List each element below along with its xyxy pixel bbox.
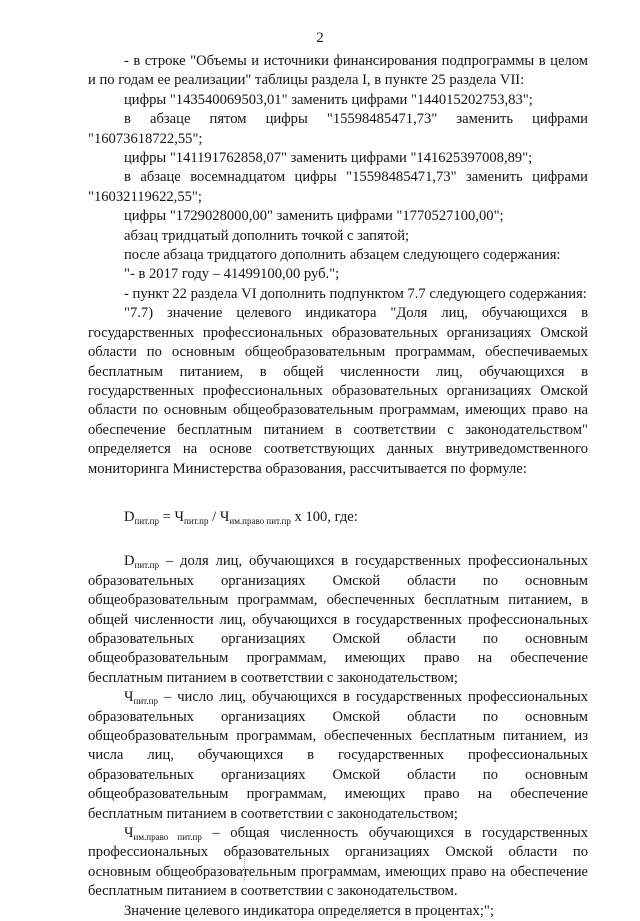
paragraph: цифры "141191762858,07" заменить цифрами "141625397008,89";: [124, 150, 533, 167]
formula-ch2: Ч: [219, 508, 230, 525]
definition: [88, 824, 588, 902]
page-number: 2: [316, 30, 324, 46]
definition-text: – число лиц, обучающихся в государственных профессиональных образовательных организациях Омской области по основным общеобразовательным программам, обеспеченных бесплатным питанием, из числа лиц, обучающихся в государственных профессиональных образовательных организациях Омской области по основным общеобразовательным программам, имеющих право на обеспечение бесплатным питанием в соответствии с законодательством;: [88, 689, 588, 822]
formula-eq: =: [159, 508, 175, 525]
formula-slash: /: [208, 508, 220, 525]
paragraph: абзац тридцатый дополнить точкой с запятой;: [124, 227, 410, 244]
paragraph: после абзаца тридцатого дополнить абзацем следующего содержания:: [124, 247, 561, 264]
paragraph: - пункт 22 раздела VI дополнить подпунктом 7.7 следующего содержания:: [124, 285, 587, 302]
paragraph: цифры "143540069503,01" заменить цифрами "144015202753,83";: [124, 91, 533, 108]
formula-ch2-sub: им.право пит.пр: [229, 515, 291, 526]
paragraph: "7.7) значение целевого индикатора "Доля лиц, обучающихся в государственных профессиональных образовательных организациях Омской области по основным общеобразовательным программам, обеспечиваемых бесплатным питанием, в общей численности лиц, обучающихся в государственных профессиональных образовательных организациях Омской области по основным общеобразовательным программам, имеющих право на обеспечение бесплатным питанием в соответствии с законодательством" определяется на основе соответствующих данных внутриведомственного мониторинга Министерства образования, рассчитывается по формуле:: [88, 305, 588, 477]
formula-d: D: [124, 508, 135, 525]
formula: [88, 508, 588, 527]
definition-subscript: пит.пр: [134, 560, 160, 571]
definition-subscript: им.право пит.пр: [133, 832, 202, 843]
paragraph: цифры "1729028000,00" заменить цифрами "1770527100,00";: [124, 208, 504, 225]
definition-text: – общая численность обучающихся в государственных профессиональных образовательных организациях Омской области по основным общеобразовательным программам, имеющих право на обеспечение бесплатным питанием в соответствии с законодательством.: [88, 825, 588, 900]
definition: [88, 552, 588, 688]
definition: [88, 688, 588, 824]
definition-text: – доля лиц, обучающихся в государственных профессиональных образовательных организациях Омской области по основным общеобразовательным программам, обеспеченных бесплатным питанием, в общей численности лиц, обучающихся в государственных профессиональных образовательных организациях Омской области по основным общеобразовательным программам, имеющих право на обеспечение бесплатным питанием в соответствии с законодательством;: [88, 553, 588, 686]
definition-symbol: D: [124, 553, 135, 570]
definition-symbol: Ч: [124, 825, 134, 842]
definition-symbol: Ч: [124, 689, 134, 706]
paragraph: "- в 2017 году – 41499100,00 руб.";: [124, 266, 340, 283]
paragraph: в абзаце восемнадцатом цифры "15598485471,73" заменить цифрами "16032119622,55";: [88, 169, 588, 205]
scan-artifact: [244, 854, 246, 882]
definition-subscript: пит.пр: [133, 696, 158, 707]
formula-d-sub: пит.пр: [134, 515, 160, 526]
paragraph: - в строке "Объемы и источники финансирования подпрограммы в целом и по годам ее реализации" таблицы раздела I, в пункте 25 раздела VII:: [88, 53, 588, 89]
paragraph: в абзаце пятом цифры "15598485471,73" заменить цифрами "16073618722,55";: [88, 111, 588, 147]
closing-paragraph: Значение целевого индикатора определяется в процентах;";: [124, 902, 494, 919]
formula-tail: x 100, где:: [290, 508, 358, 525]
document-body: [88, 52, 588, 921]
formula-ch: Ч: [174, 508, 185, 525]
formula-ch-sub: пит.пр: [184, 515, 209, 526]
